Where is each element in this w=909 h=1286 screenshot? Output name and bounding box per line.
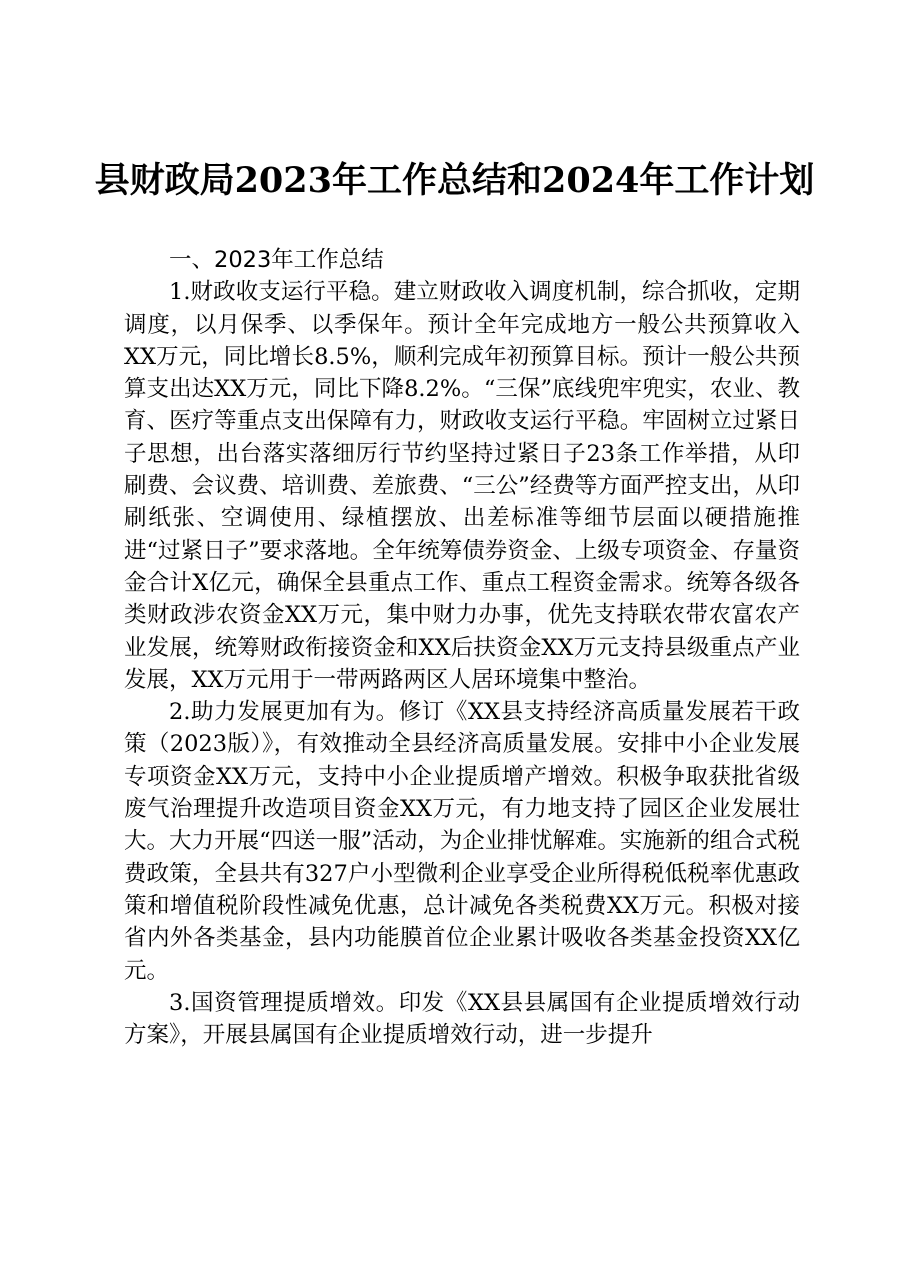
section-heading: 一、2023年工作总结	[169, 247, 384, 273]
document-title: 县财政局2023年工作总结和2024年工作计划	[94, 160, 815, 201]
paragraph-3: 3.国资管理提质增效。印发《XX县县属国有企业提质增效行动方案》，开展县属国有企业提质增效行动，进一步提升	[124, 989, 800, 1049]
paragraph-2: 2.助力发展更加有为。修订《XX县支持经济高质量发展若干政策（2023版）》，有效推动全县经济高质量发展。安排中小企业发展专项资金XX万元，支持中小企业提质增产增效。积极争取获批省级废气治理提升改造项目资金XX万元，有力地支持了园区企业发展壮大。大力开展“四送一服”活动，为企业排忧解难。实施新的组合式税费政策，全县共有327户小型微利企业享受企业所得税低税率优惠政策和增值税阶段性减免优惠，总计减免各类税费XX万元。积极对接省内外各类基金，县内功能膜首位企业累计吸收各类基金投资XX亿元。	[124, 699, 800, 984]
paragraph-1: 1.财政收支运行平稳。建立财政收入调度机制，综合抓收，定期调度，以月保季、以季保年。预计全年完成地方一般公共预算收入XX万元，同比增长8.5%，顺利完成年初预算目标。预计一般公共预算支出达XX万元，同比下降8.2%。“三保”底线兜牢兜实，农业、教育、医疗等重点支出保障有力，财政收支运行平稳。牢固树立过紧日子思想，出台落实落细厉行节约坚持过紧日子23条工作举措，从印刷费、会议费、培训费、差旅费、“三公”经费等方面严控支出，从印刷纸张、空调使用、绿植摆放、出差标准等细节层面以硬措施推进“过紧日子”要求落地。全年统筹债券资金、上级专项资金、存量资金合计X亿元，确保全县重点工作、重点工程资金需求。统筹各级各类财政涉农资金XX万元，集中财力办事，优先支持联农带农富农产业发展，统筹财政衔接资金和XX后扶资金XX万元支持县级重点产业发展，XX万元用于一带两路两区人居环境集中整治。	[124, 279, 800, 693]
document-body	[124, 244, 800, 1051]
